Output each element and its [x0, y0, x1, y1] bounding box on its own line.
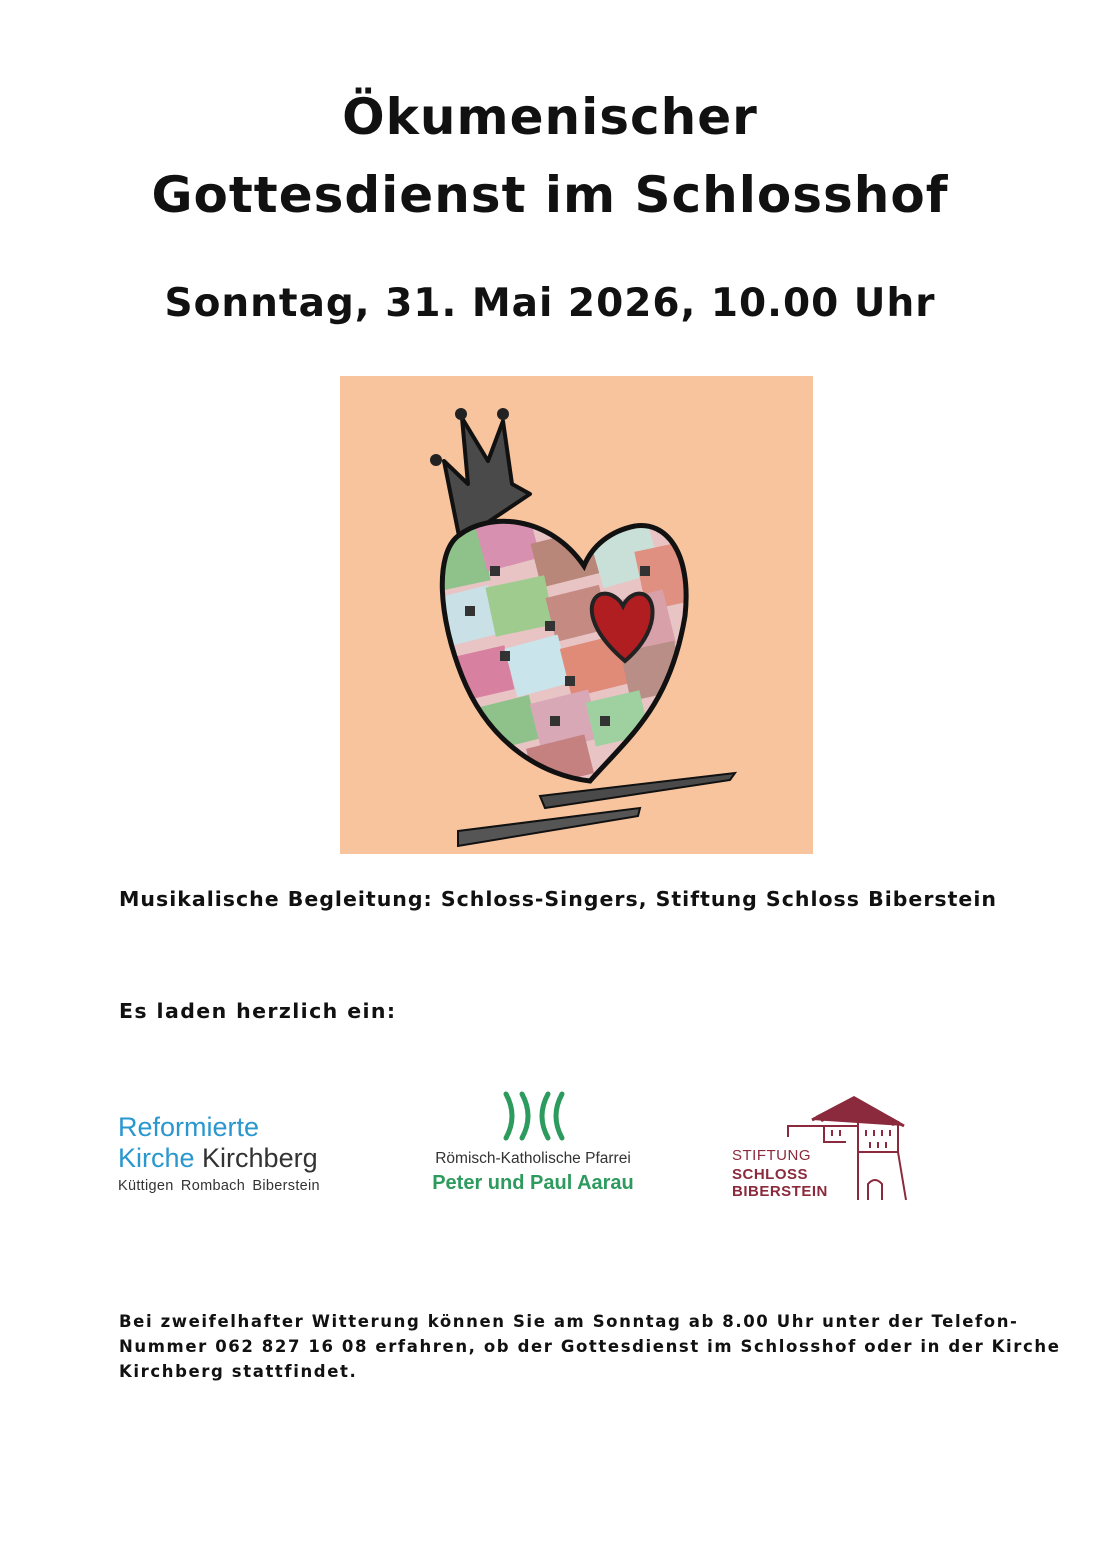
heart-artwork — [340, 376, 813, 854]
logo-ref-line-2a: Kirche — [118, 1143, 195, 1173]
page-title — [0, 78, 1100, 234]
logo-ref-line-2 — [118, 1143, 348, 1174]
logo-ref-line-3: Küttigen Rombach Biberstein — [118, 1178, 320, 1194]
logo-st-line-3: BIBERSTEIN — [732, 1183, 828, 1200]
sound-waves-icon — [498, 1090, 568, 1142]
event-date: Sonntag, 31. Mai 2026, 10.00 Uhr — [164, 281, 936, 326]
crown-ball-icon — [430, 454, 442, 466]
logo-ref-line-1: Reformierte — [118, 1112, 260, 1142]
music-credits: Musikalische Begleitung: Schloss-Singers, Stiftung Schloss Biberstein — [119, 887, 997, 911]
note-line-2: Nummer 062 827 16 08 erfahren, ob der Gottesdienst im Schlosshof oder in der Kirche — [119, 1337, 1061, 1356]
logo-st-line-1: STIFTUNG — [732, 1147, 811, 1164]
logo-reformierte-kirche — [118, 1112, 348, 1198]
title-line-1: Ökumenischer — [342, 88, 758, 146]
logo-st-line-2: SCHLOSS — [732, 1166, 809, 1183]
logo-katholische-pfarrei — [420, 1090, 646, 1196]
title-line-2: Gottesdienst im Schlosshof — [151, 166, 949, 224]
logo-ref-line-2b: Kirchberg — [202, 1143, 318, 1173]
note-line-3: Kirchberg stattfindet. — [119, 1362, 358, 1381]
crown-ball-icon — [497, 408, 509, 420]
logo-stiftung-schloss — [728, 1092, 913, 1204]
crown-ball-icon — [455, 408, 467, 420]
weather-note — [119, 1309, 1061, 1384]
note-line-1: Bei zweifelhafter Witterung können Sie am Sonntag ab 8.00 Uhr unter der Telefon- — [119, 1312, 1019, 1331]
invitation-heading: Es laden herzlich ein: — [119, 999, 397, 1023]
logo-rk-line-2: Peter und Paul Aarau — [432, 1172, 634, 1194]
logo-rk-line-1: Römisch-Katholische Pfarrei — [435, 1150, 631, 1167]
